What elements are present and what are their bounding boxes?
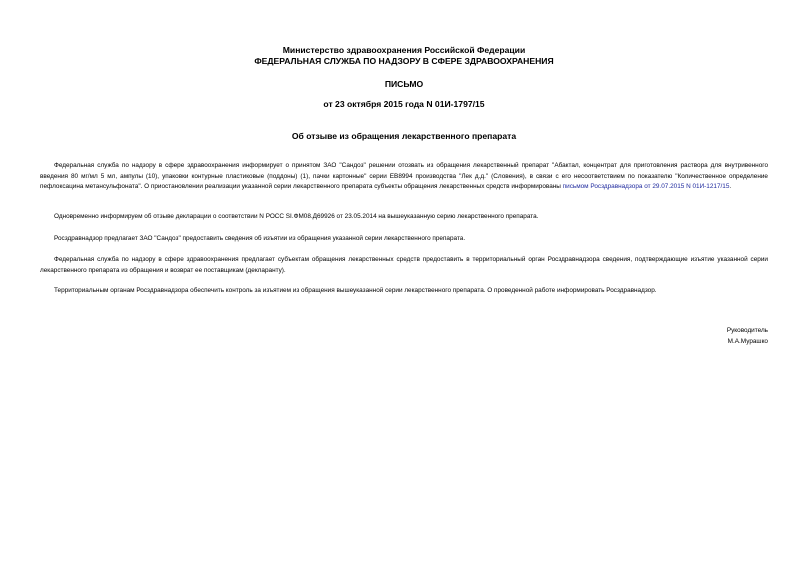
paragraph-5: Территориальным органам Росздравнадзора обеспечить контроль за изъятием из обращения вышеуказанной серии лекарственного препарата. О проведенной работе информировать Росздравнадзор. — [54, 287, 657, 294]
paragraph-1 — [40, 161, 768, 193]
paragraph-2: Одновременно информируем об отзыве декларации о соответствии N РОСС SI.ФМ08.Д69926 от 23.05.2014 на вышеуказанную серию лекарственного препарата. — [54, 213, 539, 220]
signature-name: М.А.Мурашко — [727, 338, 768, 345]
paragraph-1-text: Федеральная служба по надзору в сфере здравоохранения информирует о принятом ЗАО "Сандоз" решении отозвать из обращения лекарственный препарат "Абактал, концентрат для приготовления раствора для внутривенного введения 80 мг/мл 5 мл, ампулы (10), упаковки контурные пластиковые (поддоны) (1), пачки картонные" серии EB8994 производства "Лек д.д." (Словения), в связи с его несоответствием по показателю "Количественное определение пефлоксацина метансульфоната". О приостановлении реализации указанной серии лекарственного препарата субъекты обращения лекарственных средств информированы — [40, 162, 768, 191]
signature-position: Руководитель — [726, 327, 768, 334]
document-page — [40, 0, 768, 571]
service-title: ФЕДЕРАЛЬНАЯ СЛУЖБА ПО НАДЗОРУ В СФЕРЕ ЗДРАВООХРАНЕНИЯ — [254, 56, 554, 66]
document-type: ПИСЬМО — [384, 79, 424, 89]
ministry-title: Министерство здравоохранения Российской Федерации — [282, 45, 526, 55]
paragraph-1-end: . — [729, 183, 732, 191]
document-subject: Об отзыве из обращения лекарственного препарата — [291, 131, 517, 141]
paragraph-3: Росздравнадзор предлагает ЗАО "Сандоз" предоставить сведения об изъятии из обращения указанной серии лекарственного препарата. — [54, 235, 466, 242]
document-date-number: от 23 октября 2015 года N 01И-1797/15 — [323, 99, 485, 109]
roszdravnadzor-letter-link[interactable]: письмом Росздравнадзора от 29.07.2015 N 01И-1217/15 — [562, 183, 730, 191]
paragraph-4: Федеральная служба по надзору в сфере здравоохранения предлагает субъектам обращения лекарственных средств предоставить в территориальный орган Росздравнадзора сведения, подтверждающие изъятие указанной серии лекарственного препарата из обращения и возврат ее поставщикам (декларанту). — [40, 256, 768, 274]
